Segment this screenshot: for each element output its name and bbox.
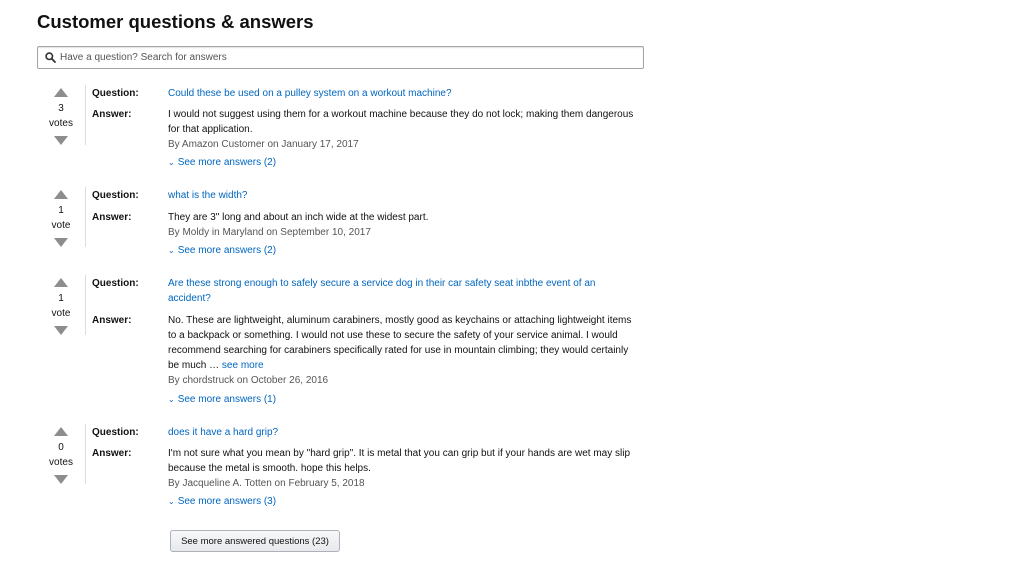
vote-count: 3 <box>58 103 64 114</box>
answer-text: They are 3" long and about an inch wide at the widest part. <box>168 212 429 223</box>
upvote-icon[interactable] <box>54 278 68 287</box>
question-label: Question: <box>92 427 139 438</box>
search-box[interactable] <box>37 46 644 69</box>
downvote-icon[interactable] <box>54 326 68 335</box>
see-more-answers-link[interactable] <box>168 394 276 405</box>
chevron-down-icon: ⌄ <box>168 395 175 404</box>
answer-label: Answer: <box>92 109 132 120</box>
divider <box>85 275 86 335</box>
downvote-icon[interactable] <box>54 136 68 145</box>
vote-label: vote <box>51 220 71 231</box>
answer-label: Answer: <box>92 448 132 459</box>
downvote-icon[interactable] <box>54 475 68 484</box>
vote-count: 0 <box>58 442 64 453</box>
divider <box>85 424 86 484</box>
downvote-icon[interactable] <box>54 238 68 247</box>
chevron-down-icon: ⌄ <box>168 246 175 255</box>
answer-byline: By chordstruck on October 26, 2016 <box>168 375 329 386</box>
question-label: Question: <box>92 278 139 289</box>
divider <box>85 85 86 145</box>
question-link[interactable]: does it have a hard grip? <box>168 427 279 438</box>
answer-body: No. These are lightweight, aluminum carabiners, mostly good as keychains or attaching lightweight items to a backpack or something. I would not use these to secure the safety of your service animal. I would recommend searching for carabiners specifically rated for use in mountain climbing; they would certainly be much … <box>168 315 632 371</box>
see-more-answers-label: See more answers (3) <box>177 496 277 507</box>
answer-label: Answer: <box>92 212 132 223</box>
question-label: Question: <box>92 88 139 99</box>
answer-byline: By Jacqueline A. Totten on February 5, 2018 <box>168 478 365 489</box>
answer-byline: By Moldy in Maryland on September 10, 2017 <box>168 227 371 238</box>
question-label: Question: <box>92 190 139 201</box>
upvote-icon[interactable] <box>54 88 68 97</box>
see-more-questions-button[interactable]: See more answered questions (23) <box>170 530 340 552</box>
see-more-answers-link[interactable] <box>168 157 276 168</box>
see-more-answers-label: See more answers (2) <box>177 157 277 168</box>
see-more-answers-link[interactable] <box>168 245 276 256</box>
vote-count: 1 <box>58 205 64 216</box>
section-title: Customer questions & answers <box>37 11 314 32</box>
search-icon <box>45 52 56 63</box>
see-more-answers-label: See more answers (1) <box>177 394 277 405</box>
see-more-answers-label: See more answers (2) <box>177 245 277 256</box>
question-link[interactable]: what is the width? <box>168 190 248 201</box>
upvote-icon[interactable] <box>54 427 68 436</box>
answer-text: I would not suggest using them for a workout machine because they do not lock; making them dangerous for that application. <box>168 109 634 135</box>
vote-label: votes <box>49 457 73 468</box>
upvote-icon[interactable] <box>54 190 68 199</box>
vote-label: vote <box>51 308 71 319</box>
answer-text: I'm not sure what you mean by "hard grip". It is metal that you can grip but if your hands are wet may slip because the metal is smooth. hope this helps. <box>168 448 631 474</box>
answer-byline: By Amazon Customer on January 17, 2017 <box>168 139 359 150</box>
question-link[interactable]: Are these strong enough to safely secure a service dog in their car safety seat inbthe event of an accident? <box>168 278 596 304</box>
answer-text <box>168 313 640 373</box>
divider <box>85 187 86 247</box>
chevron-down-icon: ⌄ <box>168 158 175 167</box>
vote-label: votes <box>49 118 73 129</box>
chevron-down-icon: ⌄ <box>168 497 175 506</box>
search-input[interactable] <box>60 47 635 68</box>
question-link[interactable]: Could these be used on a pulley system on a workout machine? <box>168 88 452 99</box>
see-more-link[interactable]: see more <box>221 360 264 371</box>
vote-count: 1 <box>58 293 64 304</box>
see-more-answers-link[interactable] <box>168 496 276 507</box>
answer-label: Answer: <box>92 315 132 326</box>
